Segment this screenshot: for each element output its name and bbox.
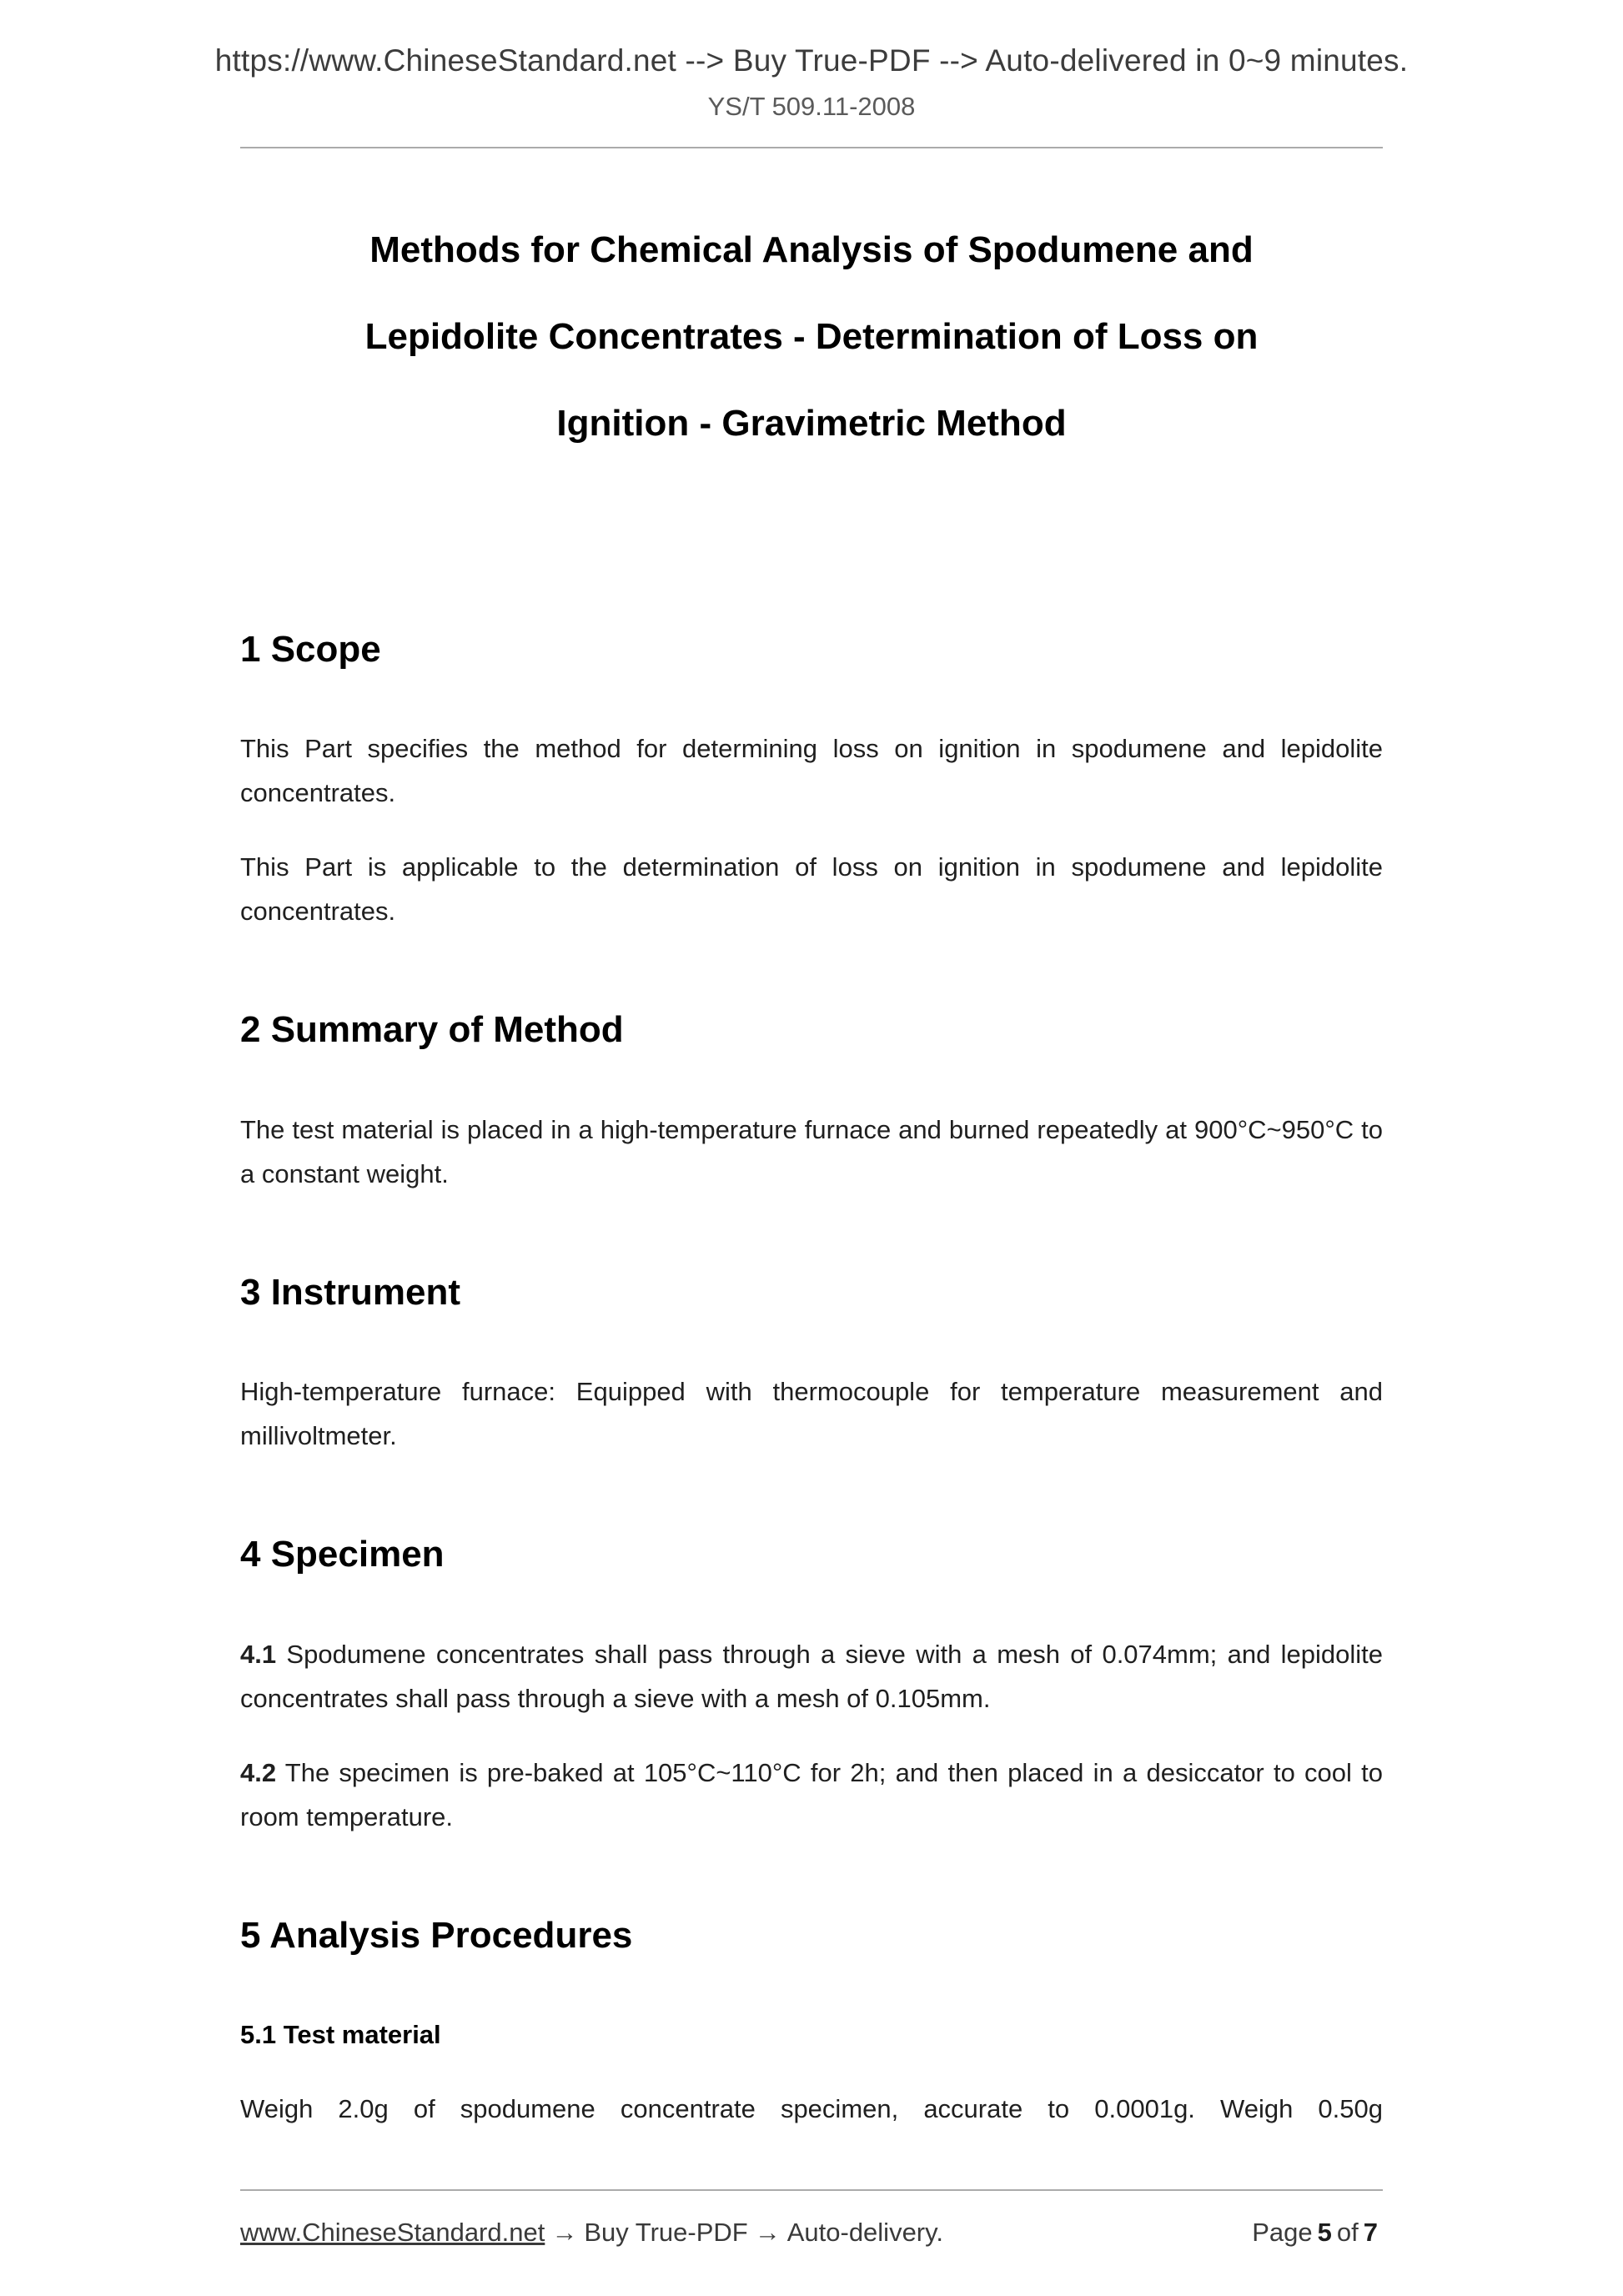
footer-page-indicator	[1252, 2218, 1383, 2248]
footer-left	[240, 2218, 943, 2248]
footer-row	[240, 2218, 1383, 2296]
footer-page-current: 5	[1317, 2218, 1332, 2247]
footer-arrow-icon: →	[551, 2218, 578, 2247]
section-1-heading: 1 Scope	[240, 629, 381, 670]
section-5-heading: 5 Analysis Procedures	[240, 1914, 633, 1956]
section-4-item-2-text: The specimen is pre-baked at 105°C~110°C for 2h; and then placed in a desiccator to cool to room temperature.	[240, 1757, 1383, 1831]
header-divider	[240, 147, 1383, 148]
page-header	[0, 0, 1623, 122]
document-title	[240, 207, 1383, 467]
section-2-heading: 2 Summary of Method	[240, 1009, 624, 1051]
standard-code: YS/T 509.11-2008	[707, 92, 916, 121]
footer-of-label: of	[1336, 2218, 1359, 2247]
footer-buy-label: Buy True-PDF	[584, 2218, 748, 2247]
section-4-heading: 4 Specimen	[240, 1534, 445, 1575]
section-4-item-1-text: Spodumene concentrates shall pass through a sieve with a mesh of 0.074mm; and lepidolite concentrates shall pass through a sieve with a mesh of 0.105mm.	[240, 1639, 1383, 1713]
document-title-line-3: Ignition - Gravimetric Method	[556, 403, 1067, 444]
section-2-paragraph-1: The test material is placed in a high-temperature furnace and burned repeatedly at 900°C~950°C to a constant weight.	[240, 1114, 1383, 1188]
footer-divider	[240, 2189, 1383, 2191]
section-5-subheading: 5.1 Test material	[240, 2019, 441, 2049]
footer-page-label: Page	[1252, 2218, 1313, 2247]
footer-page-total: 7	[1363, 2218, 1378, 2247]
page-footer	[0, 2189, 1623, 2296]
page-content	[0, 122, 1623, 2189]
section-1-paragraph-2: This Part is applicable to the determination of loss on ignition in spodumene and lepidolite concentrates.	[240, 852, 1383, 927]
section-1-paragraph-1: This Part specifies the method for determining loss on ignition in spodumene and lepidolite concentrates.	[240, 734, 1383, 808]
header-url-line: https://www.ChineseStandard.net --> Buy True-PDF --> Auto-delivered in 0~9 minutes.	[214, 43, 1409, 78]
section-3-paragraph-1: High-temperature furnace: Equipped with thermocouple for temperature measurement and millivoltmeter.	[240, 1377, 1383, 1451]
section-4-item-2-number: 4.2	[240, 1757, 277, 1787]
document-title-line-2: Lepidolite Concentrates - Determination of Loss on	[364, 316, 1259, 357]
section-4-item-1-number: 4.1	[240, 1639, 277, 1669]
section-5-paragraph-1: Weigh 2.0g of spodumene concentrate specimen, accurate to 0.0001g. Weigh 0.50g	[240, 2093, 1383, 2123]
section-4-item-1	[240, 1632, 1383, 1721]
document-title-line-1: Methods for Chemical Analysis of Spodumene and	[369, 229, 1254, 270]
footer-site-link[interactable]: www.ChineseStandard.net	[240, 2218, 545, 2247]
footer-arrow-icon: →	[754, 2218, 781, 2247]
section-4-item-2	[240, 1751, 1383, 1839]
section-3-heading: 3 Instrument	[240, 1271, 461, 1313]
footer-delivery-label: Auto-delivery.	[786, 2218, 943, 2247]
